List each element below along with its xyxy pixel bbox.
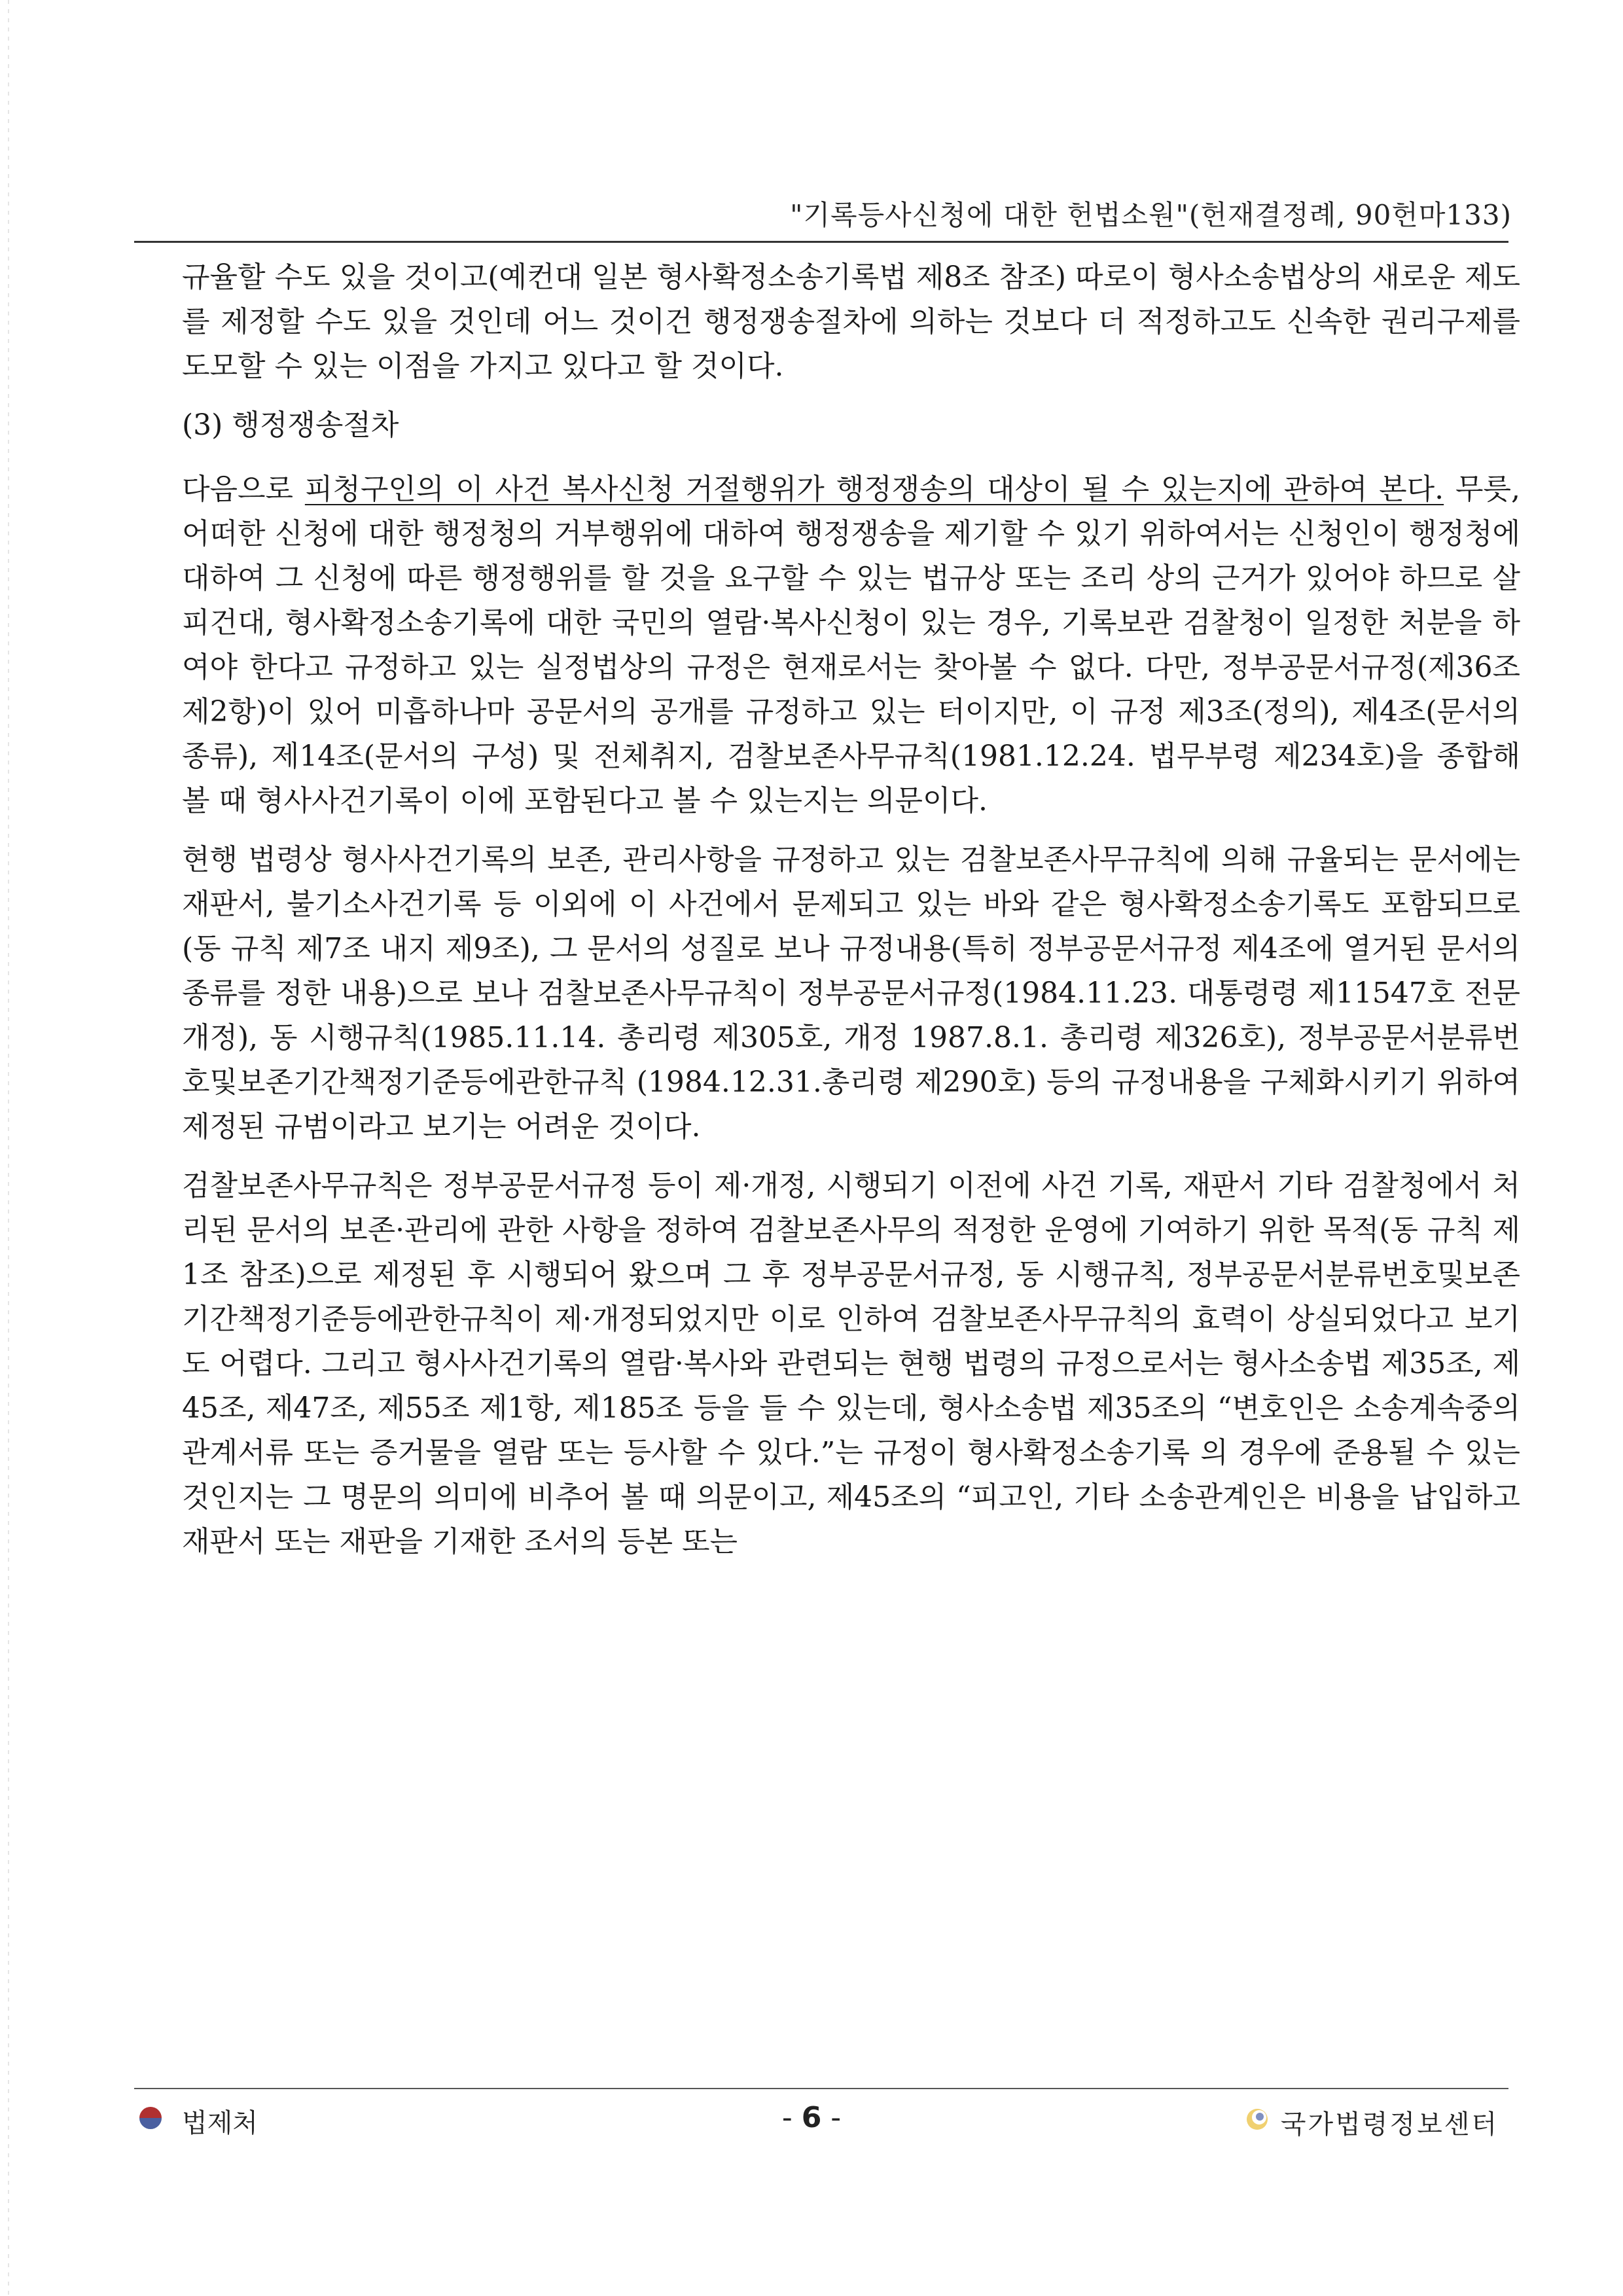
paragraph-1: 규율할 수도 있을 것이고(예컨대 일본 형사확정소송기록법 제8조 참조) 따로이 형사소송법상의 새로운 제도를 제정할 수도 있을 것인데 어느 것이건 행정쟁송절차에 의하는 것보다 더 적정하고도 신속한 권리구제를 도모할 수 있는 이점을 가지고 있다고 할 것이다. (182, 260, 1520, 383)
paragraph-2-lead: 다음으로 (182, 473, 305, 506)
page-number (759, 2101, 864, 2134)
document-body (182, 255, 1520, 1579)
paragraph-2-underlined: 피청구인의 이 사건 복사신청 거절행위가 행정쟁송의 대상이 될 수 있는지에 관하여 본다. (304, 473, 1444, 506)
page-dash-right: - (821, 2101, 842, 2134)
page-number-value: 6 (801, 2101, 822, 2134)
scan-margin-mark (8, 0, 9, 2296)
footer-ministry (137, 2102, 258, 2140)
paragraph-2-rest: 무릇, 어떠한 신청에 대한 행정청의 거부행위에 대하여 행정쟁송을 제기할 수 있기 위하여서는 신청인이 행정청에 대하여 그 신청에 따른 행정행위를 할 것을 요구할 수 있는 법규상 또는 조리 상의 근거가 있어야 하므로 살피건대, 형사확정소송기록에 대한 국민의 열람·복사신청이 있는 경우, 기록보관 검찰청이 일정한 처분을 하여야 한다고 규정하고 있는 실정법상의 규정은 현재로서는 찾아볼 수 없다. 다만, 정부공문서규정(제36조 제2항)이 있어 미흡하나마 공문서의 공개를 규정하고 있는 터이지만, 이 규정 제3조(정의), 제4조(문서의 종류), 제14조(문서의 구성) 및 전체취지, 검찰보존사무규칙(1981.12.24. 법무부령 제234호)을 종합해 볼 때 형사사건기록이 이에 포함된다고 볼 수 있는지는 의문이다. (182, 473, 1520, 817)
section-heading: (3) 행정쟁송절차 (182, 408, 399, 442)
paragraph-2 (182, 467, 1520, 823)
running-header: "기록등사신청에 대한 헌법소원"(헌재결정례, 90헌마133) (790, 199, 1512, 231)
paragraph-4: 검찰보존사무규칙은 정부공문서규정 등이 제·개정, 시행되기 이전에 사건 기록, 재판서 기타 검찰청에서 처리된 문서의 보존·관리에 관한 사항을 정하여 검찰보존사무의 적정한 운영에 기여하기 위한 목적(동 규칙 제1조 참조)으로 제정된 후 시행되어 왔으며 그 후 정부공문서규정, 동 시행규칙, 정부공문서분류번호및보존기간책정기준등에관한규칙이 제·개정되었지만 이로 인하여 검찰보존사무규칙의 효력이 상실되었다고 보기도 어렵다. 그리고 형사사건기록의 열람·복사와 관련되는 현행 법령의 규정으로서는 형사소송법 제35조, 제45조, 제47조, 제55조 제1항, 제185조 등을 들 수 있는데, 형사소송법 제35조의 “변호인은 소송계속중의 관계서류 또는 증거물을 열람 또는 등사할 수 있다.”는 규정이 형사확정소송기록 의 경우에 준용될 수 있는 것인지는 그 명문의 의미에 비추어 볼 때 의문이고, 제45조의 “피고인, 기타 소송관계인은 비용을 납입하고 재판서 또는 재판을 기재한 조서의 등본 또는 (182, 1169, 1521, 1558)
page-footer (0, 2094, 1623, 2147)
ministry-logo-icon (137, 2105, 164, 2138)
law-center-label: 국가법령정보센터 (1280, 2109, 1499, 2140)
footer-center-name (1244, 2104, 1499, 2141)
header-rule (134, 241, 1508, 243)
page-dash-left: - (781, 2101, 802, 2134)
paragraph-3: 현행 법령상 형사사건기록의 보존, 관리사항을 규정하고 있는 검찰보존사무규칙에 의해 규율되는 문서에는 재판서, 불기소사건기록 등 이외에 이 사건에서 문제되고 있는 바와 같은 형사확정소송기록도 포함되므로(동 규칙 제7조 내지 제9조), 그 문서의 성질로 보나 규정내용(특히 정부공문서규정 제4조에 열거된 문서의 종류를 정한 내용)으로 보나 검찰보존사무규칙이 정부공문서규정(1984.11.23. 대통령령 제11547호 전문개정), 동 시행규칙(1985.11.14. 총리령 제305호, 개정 1987.8.1. 총리령 제326호), 정부공문서분류번호및보존기간책정기준등에관한규칙 (1984.12.31.총리령 제290호) 등의 규정내용을 구체화시키기 위하여 제정된 규범이라고 보기는 어려운 것이다. (182, 843, 1520, 1143)
ministry-label: 법제처 (182, 2108, 258, 2138)
law-center-logo-icon (1244, 2106, 1270, 2139)
footer-rule (134, 2088, 1508, 2089)
